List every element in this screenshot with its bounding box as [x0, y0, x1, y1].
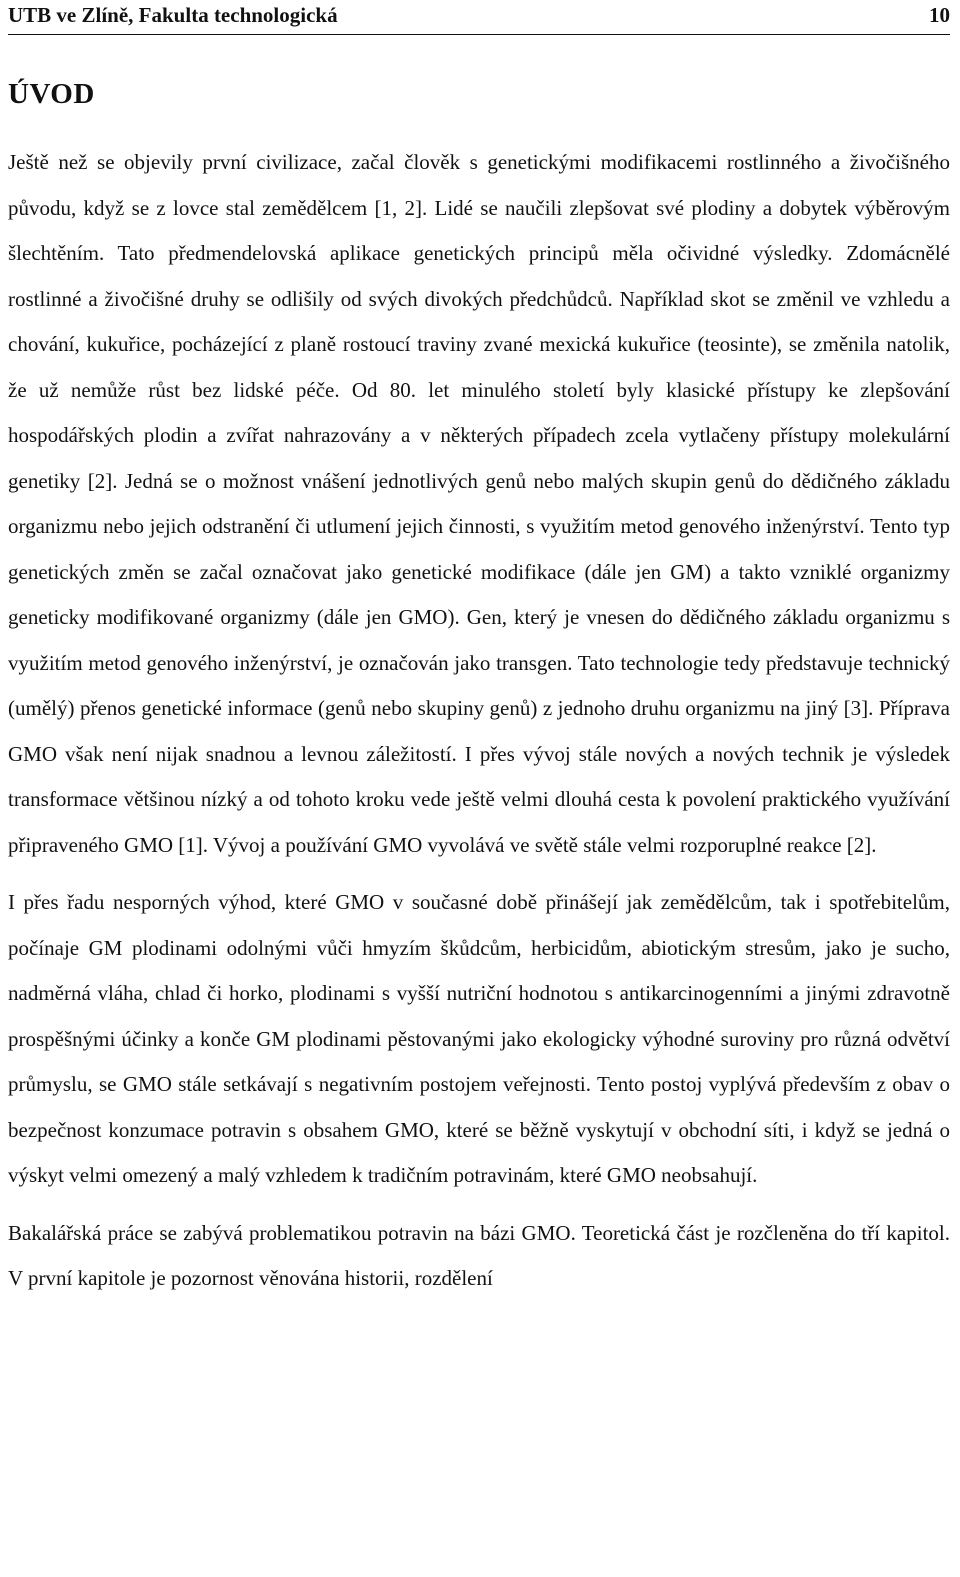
document-body — [8, 140, 950, 1302]
paragraph: Ještě než se objevily první civilizace, začal člověk s genetickými modifikacemi rostlinného a živočišného původu, když se z lovce stal zemědělcem [1, 2]. Lidé se naučili zlepšovat své plodiny a dobytek výběrovým šlechtěním. Tato předmendelovská aplikace genetických principů měla očividné výsledky. Zdomácnělé rostlinné a živočišné druhy se odlišily od svých divokých předchůdců. Například skot se změnil ve vzhledu a chování, kukuřice, pocházející z planě rostoucí traviny zvané mexická kukuřice (teosinte), se změnila natolik, že už nemůže růst bez lidské péče. Od 80. let minulého století byly klasické přístupy ke zlepšování hospodářských plodin a zvířat nahrazovány a v některých případech zcela vytlačeny přístupy molekulární genetiky [2]. Jedná se o možnost vnášení jednotlivých genů nebo malých skupin genů do dědičného základu organizmu nebo jejich odstranění či utlumení jejich činnosti, s využitím metod genového inženýrství. Tento typ genetických změn se začal označovat jako genetické modifikace (dále jen GM) a takto vzniklé organizmy geneticky modifikované organizmy (dále jen GMO). Gen, který je vnesen do dědičného základu organizmu s využitím metod genového inženýrství, je označován jako transgen. Tato technologie tedy představuje technický (umělý) přenos genetické informace (genů nebo skupiny genů) z jednoho druhu organizmu na jiný [3]. Příprava GMO však není nijak snadnou a levnou záležitostí. I přes vývoj stále nových a nových technik je výsledek transformace většinou nízký a od tohoto kroku vede ještě velmi dlouhá cesta k povolení praktického využívání připraveného GMO [1]. Vývoj a používání GMO vyvolává ve světě stále velmi rozporuplné reakce [2]. — [8, 150, 950, 857]
page-number: 10 — [929, 2, 950, 27]
paragraph: Bakalářská práce se zabývá problematikou potravin na bázi GMO. Teoretická část je rozčleněna do tří kapitol. V první kapitole je pozornost věnována historii, rozdělení — [8, 1220, 950, 1290]
paragraph: I přes řadu nesporných výhod, které GMO v současné době přinášejí jak zemědělcům, tak i spotřebitelům, počínaje GM plodinami odolnými vůči hmyzím škůdcům, herbicidům, abiotickým stresům, jako je sucho, nadměrná vláha, chlad či horko, plodinami s vyšší nutriční hodnotou s antikarcinogenními a jinými zdravotně prospěšnými účinky a konče GM plodinami pěstovanými jako ekologicky výhodné suroviny pro různá odvětví průmyslu, se GMO stále setkávají s negativním postojem veřejnosti. Tento postoj vyplývá především z obav o bezpečnost konzumace potravin s obsahem GMO, které se běžně vyskytují v obchodní síti, i když se jedná o výskyt velmi omezený a malý vzhledem k tradičním potravinám, které GMO neobsahují. — [8, 890, 950, 1187]
chapter-title: ÚVOD — [8, 78, 95, 110]
header-institution: UTB ve Zlíně, Fakulta technologická — [8, 2, 338, 27]
running-header — [8, 0, 950, 35]
